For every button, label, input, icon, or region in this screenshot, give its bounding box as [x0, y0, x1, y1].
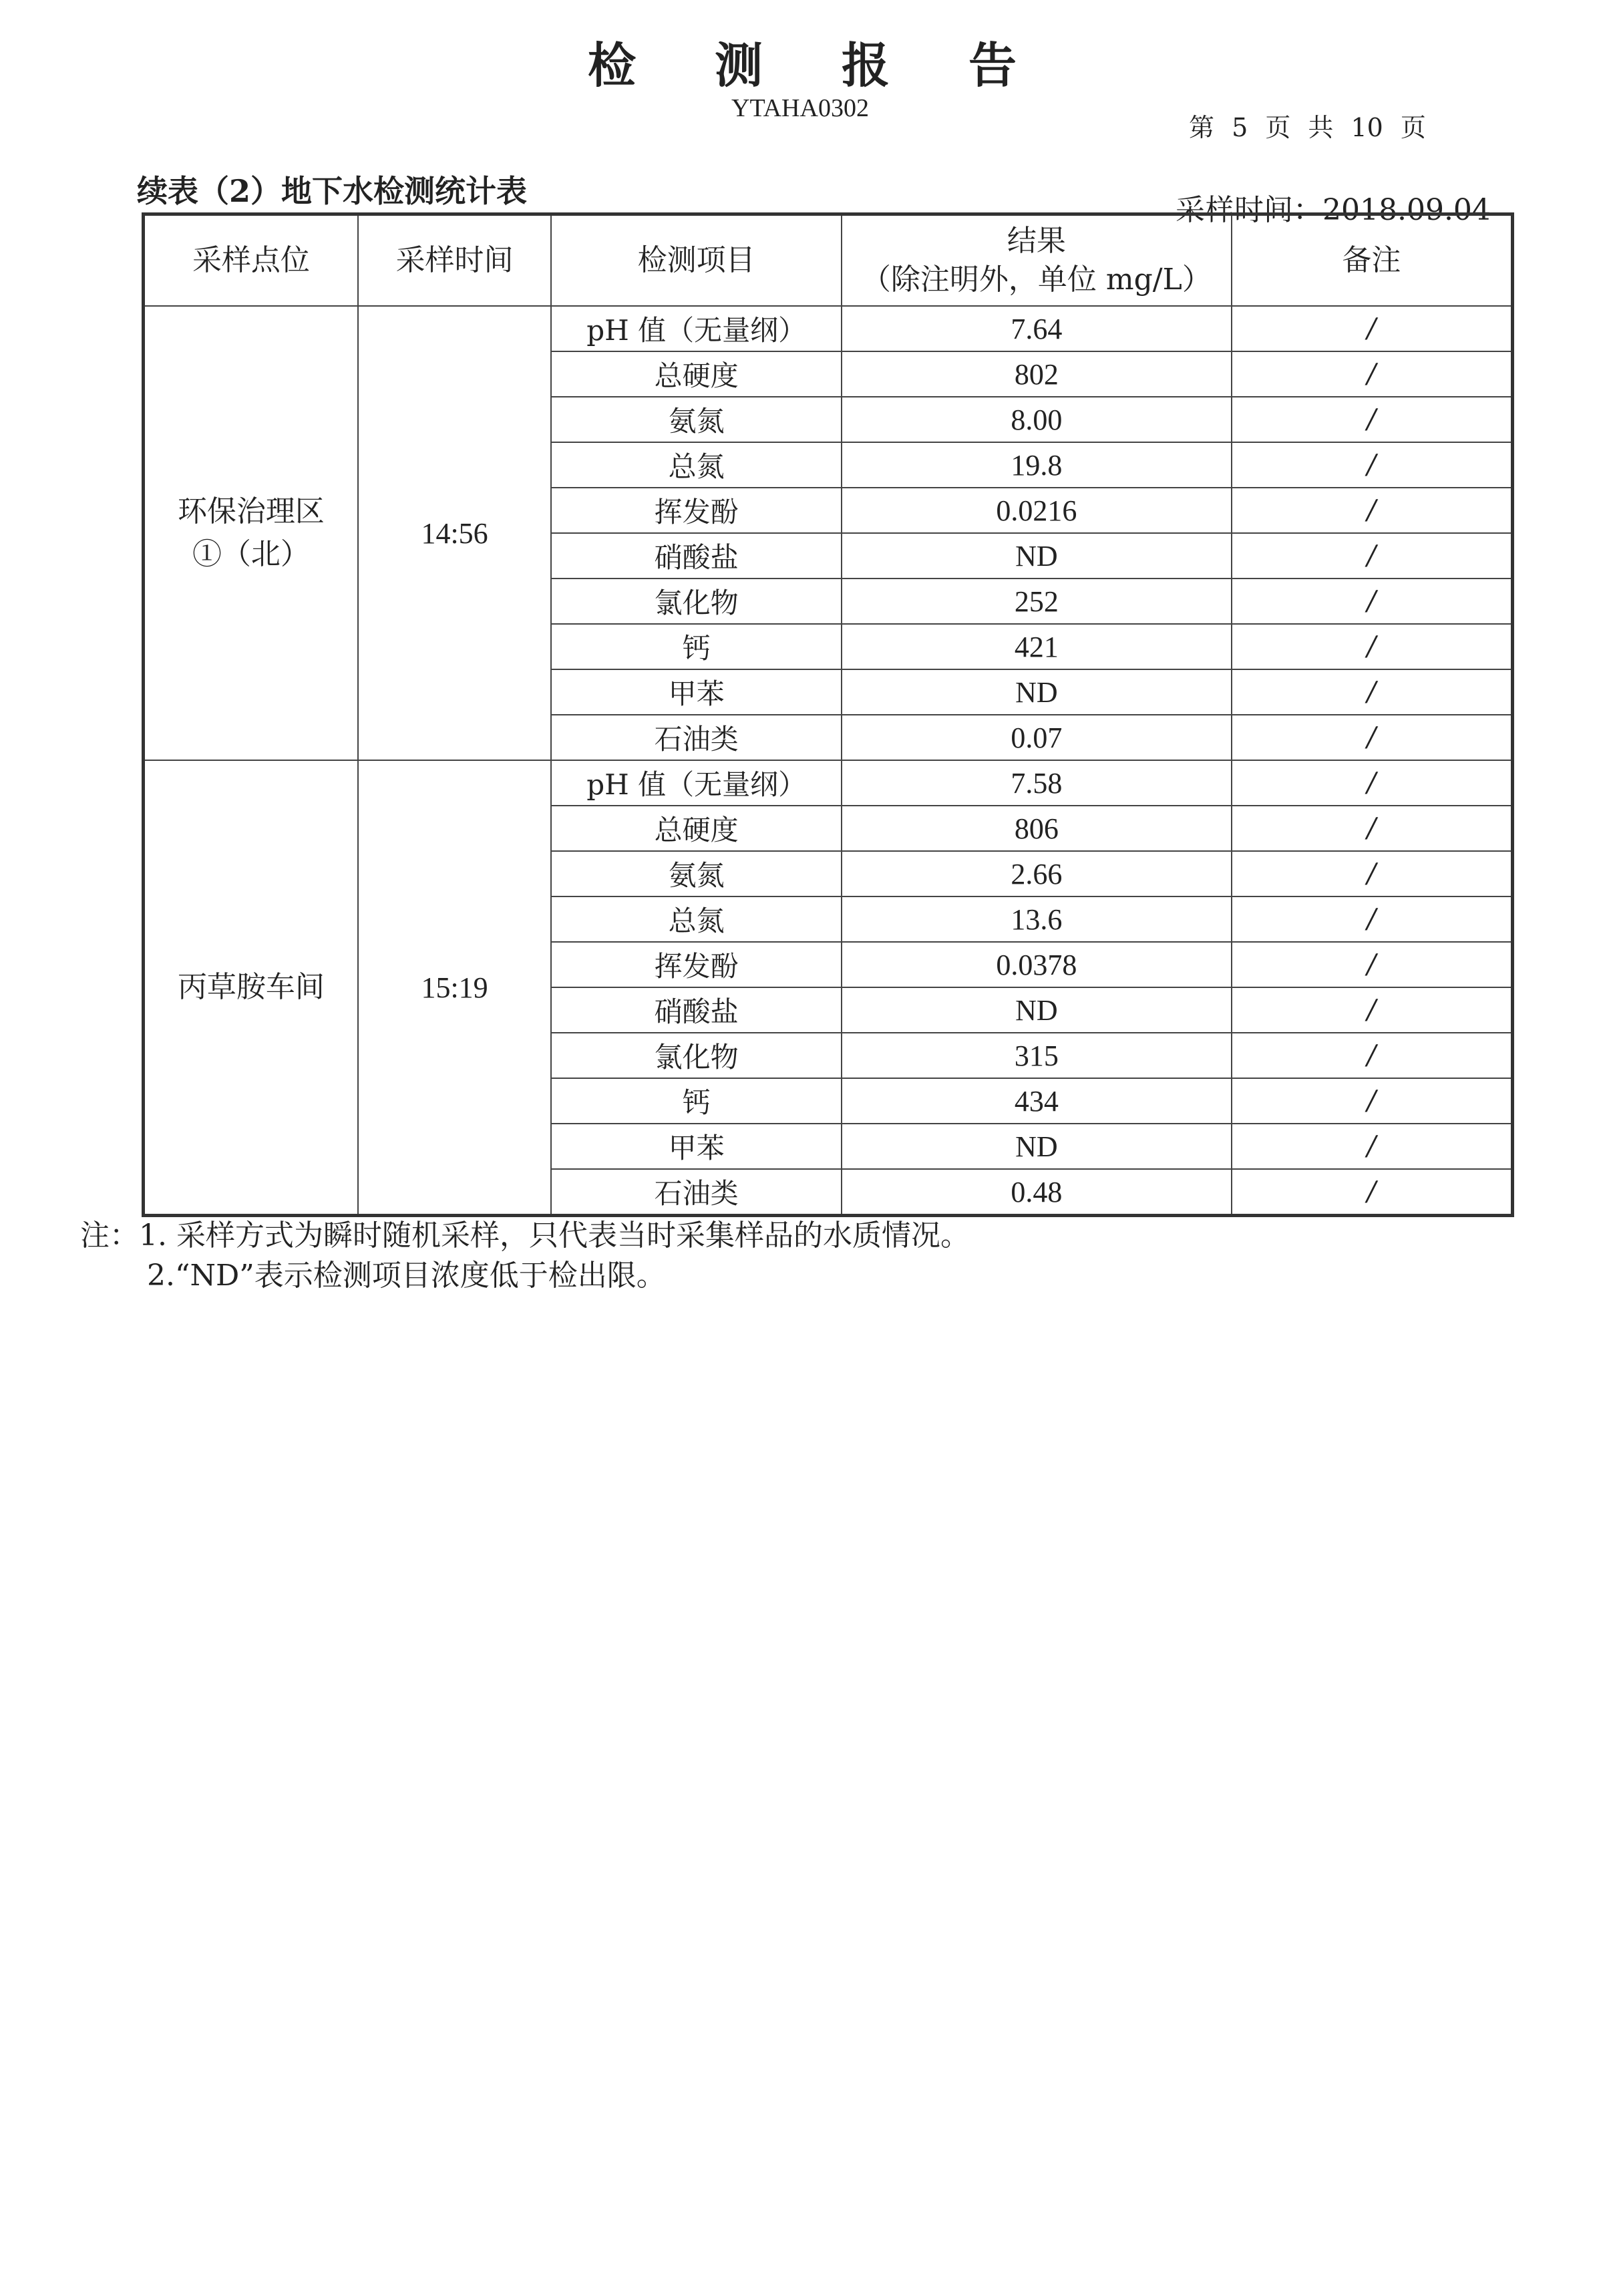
header-site: 采样点位: [144, 214, 358, 307]
note-cell: /: [1232, 669, 1513, 715]
item-cell: 硝酸盐: [551, 533, 842, 579]
result-cell: 802: [842, 351, 1232, 397]
result-cell: 434: [842, 1078, 1232, 1124]
result-cell: 315: [842, 1033, 1232, 1078]
result-cell: ND: [842, 1124, 1232, 1169]
sampling-time-cell: 14:56: [358, 306, 551, 760]
table-title: 续表（2）地下水检测统计表: [137, 173, 528, 209]
report-code: YTAHA0302: [731, 94, 869, 122]
sampling-time-cell: 15:19: [358, 760, 551, 1216]
item-cell: 氨氮: [551, 397, 842, 442]
note-cell: /: [1232, 488, 1513, 533]
item-cell: 钙: [551, 1078, 842, 1124]
note-cell: /: [1232, 1078, 1513, 1124]
title-char: 报: [842, 37, 890, 94]
result-cell: 7.58: [842, 760, 1232, 806]
header-result: [842, 214, 1232, 307]
result-cell: ND: [842, 987, 1232, 1033]
title-char: 检: [588, 37, 637, 94]
result-cell: 0.48: [842, 1169, 1232, 1216]
item-cell: 挥发酚: [551, 488, 842, 533]
note-cell: /: [1232, 624, 1513, 669]
results-table: [142, 212, 1514, 1217]
result-cell: 8.00: [842, 397, 1232, 442]
note-cell: /: [1232, 397, 1513, 442]
note-cell: /: [1232, 806, 1513, 851]
header-result-title: 结果: [1007, 224, 1066, 258]
result-cell: 19.8: [842, 442, 1232, 488]
item-cell: 石油类: [551, 715, 842, 760]
item-cell: 甲苯: [551, 1124, 842, 1169]
result-cell: 2.66: [842, 851, 1232, 896]
result-cell: 806: [842, 806, 1232, 851]
site-name: 丙草胺车间: [177, 970, 325, 1004]
note-cell: /: [1232, 760, 1513, 806]
result-cell: 421: [842, 624, 1232, 669]
header-time: 采样时间: [358, 214, 551, 307]
note-cell: /: [1232, 533, 1513, 579]
header-item: 检测项目: [551, 214, 842, 307]
item-cell: 氯化物: [551, 1033, 842, 1078]
report-title: [588, 27, 1095, 96]
site-name: ①（北）: [192, 537, 310, 571]
header-result-unit: （除注明外，单位 mg/L）: [861, 263, 1212, 297]
note-cell: /: [1232, 715, 1513, 760]
item-cell: 总硬度: [551, 806, 842, 851]
note-cell: /: [1232, 987, 1513, 1033]
title-char: 测: [715, 37, 763, 94]
item-cell: 钙: [551, 624, 842, 669]
result-cell: ND: [842, 533, 1232, 579]
site-cell: [144, 760, 358, 1216]
note-cell: /: [1232, 306, 1513, 351]
item-cell: 总氮: [551, 896, 842, 942]
note-cell: /: [1232, 442, 1513, 488]
site-name: 环保治理区: [177, 494, 325, 528]
item-cell: 挥发酚: [551, 942, 842, 987]
item-cell: 石油类: [551, 1169, 842, 1216]
header-note: 备注: [1232, 214, 1513, 307]
note-cell: /: [1232, 1169, 1513, 1216]
note-cell: /: [1232, 1033, 1513, 1078]
title-char: 告: [968, 37, 1017, 94]
result-cell: 252: [842, 579, 1232, 624]
result-cell: 7.64: [842, 306, 1232, 351]
note-cell: /: [1232, 896, 1513, 942]
item-cell: 氯化物: [551, 579, 842, 624]
table-row: [144, 760, 1513, 806]
note-cell: /: [1232, 1124, 1513, 1169]
note-cell: /: [1232, 942, 1513, 987]
item-cell: pH 值（无量纲）: [551, 760, 842, 806]
item-cell: 总硬度: [551, 351, 842, 397]
item-cell: 总氮: [551, 442, 842, 488]
footnotes: [80, 1216, 970, 1296]
page-info: 第 5 页 共 10 页: [1189, 113, 1426, 142]
item-cell: 硝酸盐: [551, 987, 842, 1033]
table-header-row: [144, 214, 1513, 307]
result-cell: 13.6: [842, 896, 1232, 942]
note-cell: /: [1232, 351, 1513, 397]
item-cell: pH 值（无量纲）: [551, 306, 842, 351]
footnote: 2.“ND”表示检测项目浓度低于检出限。: [147, 1259, 666, 1293]
footnote: 注：1. 采样方式为瞬时随机采样，只代表当时采集样品的水质情况。: [80, 1218, 970, 1253]
result-cell: 0.07: [842, 715, 1232, 760]
table-row: [144, 306, 1513, 351]
result-cell: 0.0378: [842, 942, 1232, 987]
item-cell: 甲苯: [551, 669, 842, 715]
item-cell: 氨氮: [551, 851, 842, 896]
sampling-date: 采样时间：2018.09.04: [1176, 193, 1491, 227]
note-cell: /: [1232, 851, 1513, 896]
note-cell: /: [1232, 579, 1513, 624]
result-cell: ND: [842, 669, 1232, 715]
result-cell: 0.0216: [842, 488, 1232, 533]
site-cell: [144, 306, 358, 760]
